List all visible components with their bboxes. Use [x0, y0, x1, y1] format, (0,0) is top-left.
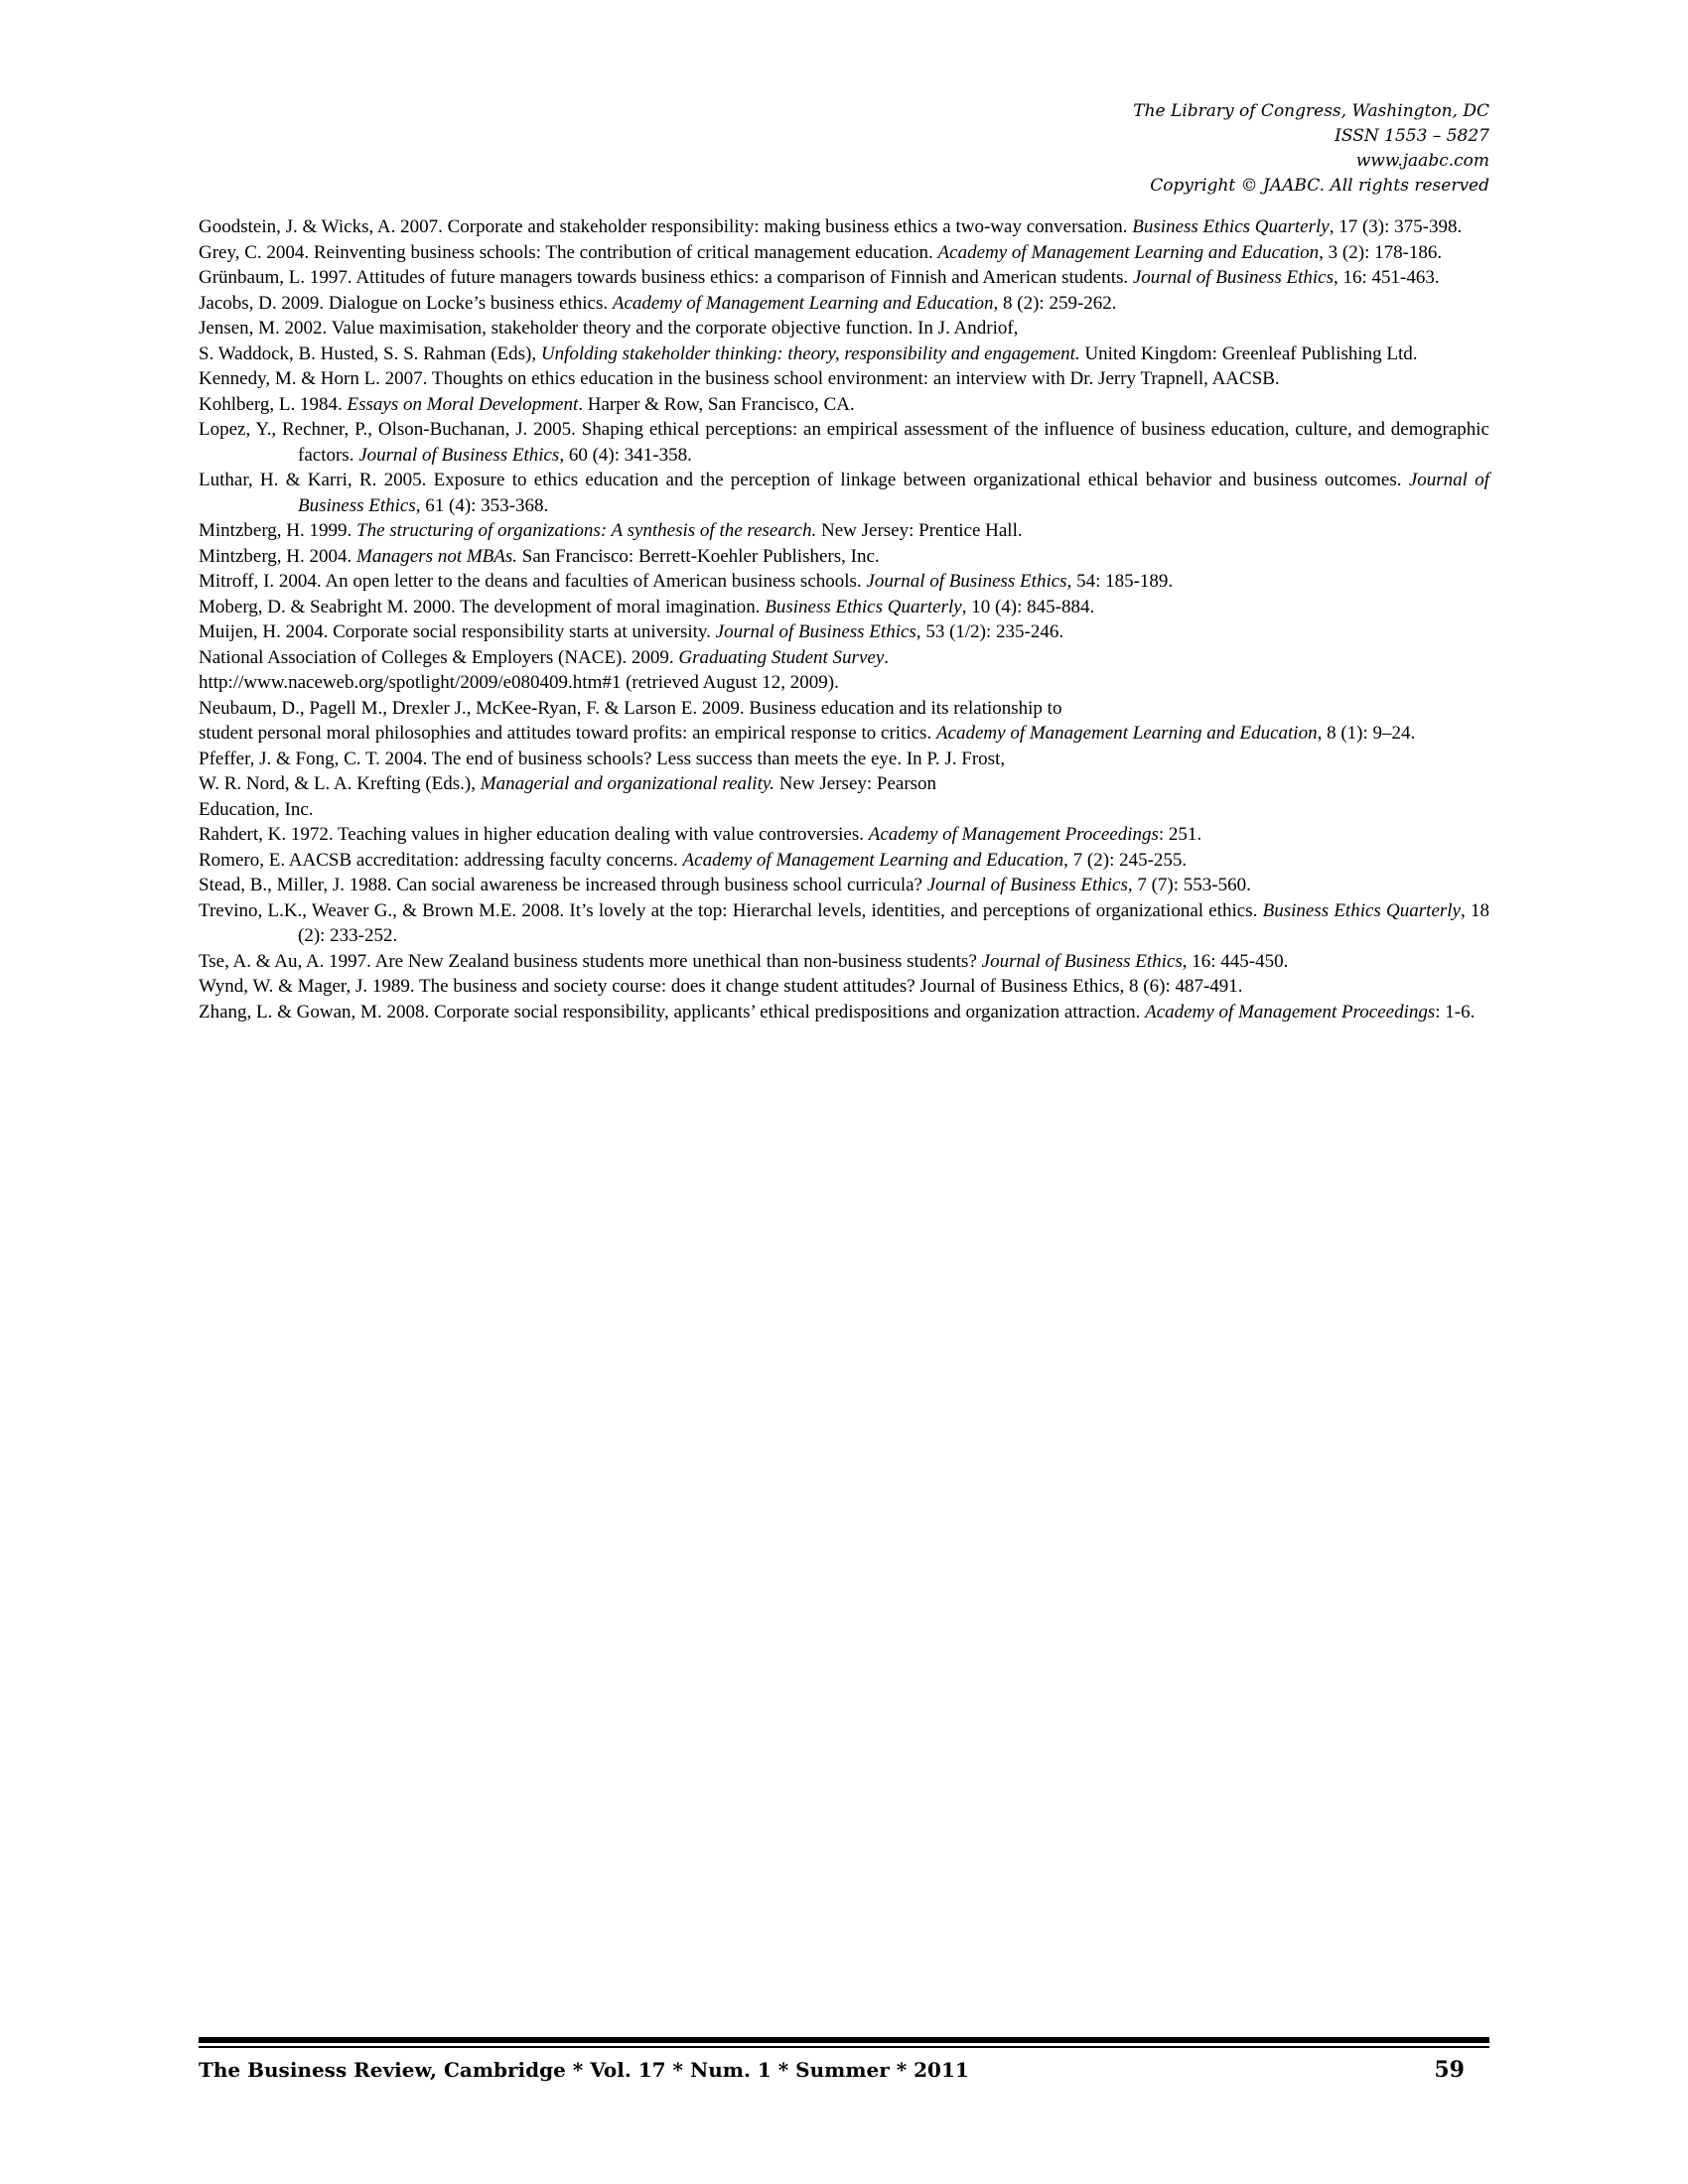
running-header — [1133, 99, 1489, 199]
ref-stead — [199, 873, 1489, 898]
reference-text: : 1-6. — [1435, 1001, 1476, 1023]
header-library: The Library of Congress, Washington, DC — [1133, 101, 1489, 121]
reference-text: Neubaum, D., Pagell M., Drexler J., McKee-Ryan, F. & Larson E. 2009. Business education and its relationship to — [199, 697, 1062, 719]
ref-kohlberg — [199, 392, 1489, 418]
reference-text: Rahdert, K. 1972. Teaching values in higher education dealing with value controversies. — [199, 824, 869, 845]
reference-text: , 18 (2): 233-252. — [298, 899, 1489, 946]
ref-neubaum — [199, 696, 1489, 722]
ref-romero — [199, 848, 1489, 874]
footer-rule-thick — [199, 2037, 1489, 2043]
ref-pfeffer — [199, 747, 1489, 772]
header-copyright: Copyright © JAABC. All rights reserved — [1150, 176, 1489, 196]
reference-title-italic: The structuring of organizations: A synthesis of the research. — [356, 520, 817, 541]
reference-title-italic: Journal of Business Ethics, — [358, 444, 565, 466]
ref-nord — [199, 771, 1489, 797]
ref-grunbaum — [199, 265, 1489, 291]
reference-text: Kohlberg, L. 1984. — [199, 393, 348, 415]
reference-text: : 251. — [1158, 824, 1202, 845]
reference-text: Kennedy, M. & Horn L. 2007. Thoughts on ethics education in the business school environment: an interview with Dr. Jerry Trapnell, AACSB. — [199, 368, 1280, 389]
reference-text: , 16: 451-463. — [1334, 267, 1440, 288]
ref-education-inc — [199, 797, 1489, 823]
reference-text: Moberg, D. & Seabright M. 2000. The development of moral imagination. — [199, 596, 766, 617]
ref-muijen — [199, 619, 1489, 645]
reference-text: , 61 (4): 353-368. — [415, 494, 549, 516]
reference-text: 53 (1/2): 235-246. — [920, 621, 1064, 642]
reference-text: , 17 (3): 375-398. — [1329, 216, 1463, 237]
reference-title-italic: Academy of Management Proceedings — [1145, 1001, 1436, 1023]
reference-text: Pfeffer, J. & Fong, C. T. 2004. The end of business schools? Less success than meets the eye. In P. J. Frost, — [199, 748, 1006, 769]
reference-title-italic: Academy of Management Learning and Education, — [937, 241, 1324, 263]
reference-title-italic: Academy of Management Learning and Education — [935, 723, 1318, 744]
ref-jensen — [199, 316, 1489, 341]
reference-text: S. Waddock, B. Husted, S. S. Rahman (Eds), — [199, 342, 541, 364]
reference-text: . Harper & Row, San Francisco, CA. — [578, 393, 855, 415]
reference-title-italic: Academy of Management Learning and Education — [612, 292, 994, 314]
reference-title-italic: Journal of Business Ethics, — [715, 621, 921, 642]
reference-list — [199, 214, 1489, 1024]
reference-text: . — [884, 646, 889, 668]
ref-jacobs — [199, 291, 1489, 317]
ref-waddock — [199, 341, 1489, 367]
reference-text: , 54: 185-189. — [1066, 571, 1174, 592]
reference-title-italic: Managers not MBAs. — [356, 545, 518, 567]
ref-moberg — [199, 595, 1489, 620]
reference-text: Muijen, H. 2004. Corporate social responsibility starts at university. — [199, 621, 716, 642]
ref-mitroff — [199, 569, 1489, 595]
reference-title-italic: Academy of Management Proceedings — [868, 824, 1159, 845]
reference-text: Education, Inc. — [199, 798, 314, 820]
footer-rule-thin — [199, 2046, 1489, 2048]
reference-title-italic: Journal of Business Ethics — [1132, 267, 1335, 288]
ref-kennedy — [199, 366, 1489, 392]
reference-text: , 16: 445-450. — [1182, 950, 1289, 972]
reference-text: Jensen, M. 2002. Value maximisation, stakeholder theory and the corporate objective function. In J. Andriof, — [199, 318, 1019, 339]
reference-text: Trevino, L.K., Weaver G., & Brown M.E. 2008. It’s lovely at the top: Hierarchal levels, identities, and perceptions of organizational ethics. — [199, 899, 1263, 921]
reference-text: Luthar, H. & Karri, R. 2005. Exposure to ethics education and the perception of linkage between organizational ethical behavior and business outcomes. — [199, 470, 1409, 490]
reference-title-italic: Journal of Business Ethics — [981, 950, 1183, 972]
ref-neubaum-cont — [199, 721, 1489, 747]
reference-text: Stead, B., Miller, J. 1988. Can social awareness be increased through business school curricula? — [199, 875, 927, 895]
reference-text: Lopez, Y., Rechner, P., Olson-Buchanan, J. 2005. Shaping ethical perceptions: an empirical assessment of the influence of business education, culture, and demographic factors. — [199, 419, 1489, 466]
reference-text: Goodstein, J. & Wicks, A. 2007. Corporate and stakeholder responsibility: making business ethics a two-way conversation. — [199, 216, 1133, 237]
reference-text: National Association of Colleges & Employers (NACE). 2009. — [199, 646, 679, 668]
reference-text: Mitroff, I. 2004. An open letter to the deans and faculties of American business schools. — [199, 571, 867, 592]
ref-wynd — [199, 974, 1489, 1000]
reference-title-italic: Academy of Management Learning and Education — [682, 849, 1064, 871]
reference-title-italic: Journal of Business Ethics — [926, 875, 1128, 895]
header-website: www.jaabc.com — [1355, 151, 1489, 171]
reference-text: 3 (2): 178-186. — [1323, 241, 1443, 263]
ref-grey — [199, 240, 1489, 266]
reference-text: Wynd, W. & Mager, J. 1989. The business and society course: does it change student attitudes? Journal of Business Ethics, 8 (6): 487-491. — [199, 976, 1243, 997]
reference-text: http://www.naceweb.org/spotlight/2009/e080409.htm#1 (retrieved August 12, 2009). — [199, 672, 839, 693]
ref-rahdert — [199, 822, 1489, 848]
reference-text: , 10 (4): 845-884. — [961, 596, 1095, 617]
reference-text: , 7 (2): 245-255. — [1063, 849, 1188, 871]
reference-text: Grünbaum, L. 1997. Attitudes of future managers towards business ethics: a comparison of Finnish and American students. — [199, 267, 1133, 288]
reference-title-italic: Unfolding stakeholder thinking: theory, responsibility and engagement. — [540, 342, 1080, 364]
reference-title-italic: Journal of Business Ethics — [866, 571, 1067, 592]
reference-text: , 8 (1): 9–24. — [1317, 723, 1416, 744]
reference-title-italic: Graduating Student Survey — [678, 646, 885, 668]
reference-text: 60 (4): 341-358. — [564, 444, 692, 466]
ref-zhang — [199, 1000, 1489, 1025]
reference-text: , 8 (2): 259-262. — [993, 292, 1117, 314]
reference-text: , 7 (7): 553-560. — [1127, 875, 1251, 895]
reference-text: Tse, A. & Au, A. 1997. Are New Zealand business students more unethical than non-business students? — [199, 950, 982, 972]
header-issn: ISSN 1553 – 5827 — [1335, 126, 1489, 146]
ref-goodstein — [199, 214, 1489, 240]
reference-title-italic: Business Ethics Quarterly — [1132, 216, 1330, 237]
reference-title-italic: Business Ethics Quarterly — [1262, 899, 1461, 921]
reference-title-italic: Essays on Moral Development — [347, 393, 579, 415]
ref-luthar — [199, 468, 1489, 518]
ref-nace-url — [199, 670, 1489, 696]
reference-text: student personal moral philosophies and attitudes toward profits: an empirical response to critics. — [199, 723, 936, 744]
reference-title-italic: Managerial and organizational reality. — [480, 773, 775, 794]
reference-text: United Kingdom: Greenleaf Publishing Ltd. — [1079, 342, 1418, 364]
reference-text: Grey, C. 2004. Reinventing business schools: The contribution of critical management education. — [199, 241, 938, 263]
ref-mintzberg-1999 — [199, 518, 1489, 544]
reference-text: W. R. Nord, & L. A. Krefting (Eds.), — [199, 773, 481, 794]
reference-text: New Jersey: Prentice Hall. — [816, 520, 1023, 541]
reference-text: Zhang, L. & Gowan, M. 2008. Corporate social responsibility, applicants’ ethical predispositions and organization attraction. — [199, 1001, 1146, 1023]
reference-text: Mintzberg, H. 1999. — [199, 520, 357, 541]
reference-text: Mintzberg, H. 2004. — [199, 545, 357, 567]
reference-text: Romero, E. AACSB accreditation: addressing faculty concerns. — [199, 849, 683, 871]
ref-lopez — [199, 417, 1489, 468]
footer-journal: The Business Review, Cambridge * Vol. 17 * Num. 1 * Summer * 2011 — [199, 2058, 969, 2082]
page-number: 59 — [1434, 2057, 1465, 2083]
reference-text: New Jersey: Pearson — [774, 773, 937, 794]
ref-nace — [199, 645, 1489, 671]
ref-trevino — [199, 898, 1489, 949]
reference-title-italic: Business Ethics Quarterly — [765, 596, 962, 617]
ref-mintzberg-2004 — [199, 544, 1489, 570]
reference-text: Jacobs, D. 2009. Dialogue on Locke’s business ethics. — [199, 292, 613, 314]
ref-tse — [199, 949, 1489, 975]
reference-text: San Francisco: Berrett-Koehler Publishers, Inc. — [517, 545, 880, 567]
reference-title-italic: Journal of Business Ethics — [298, 470, 1489, 516]
